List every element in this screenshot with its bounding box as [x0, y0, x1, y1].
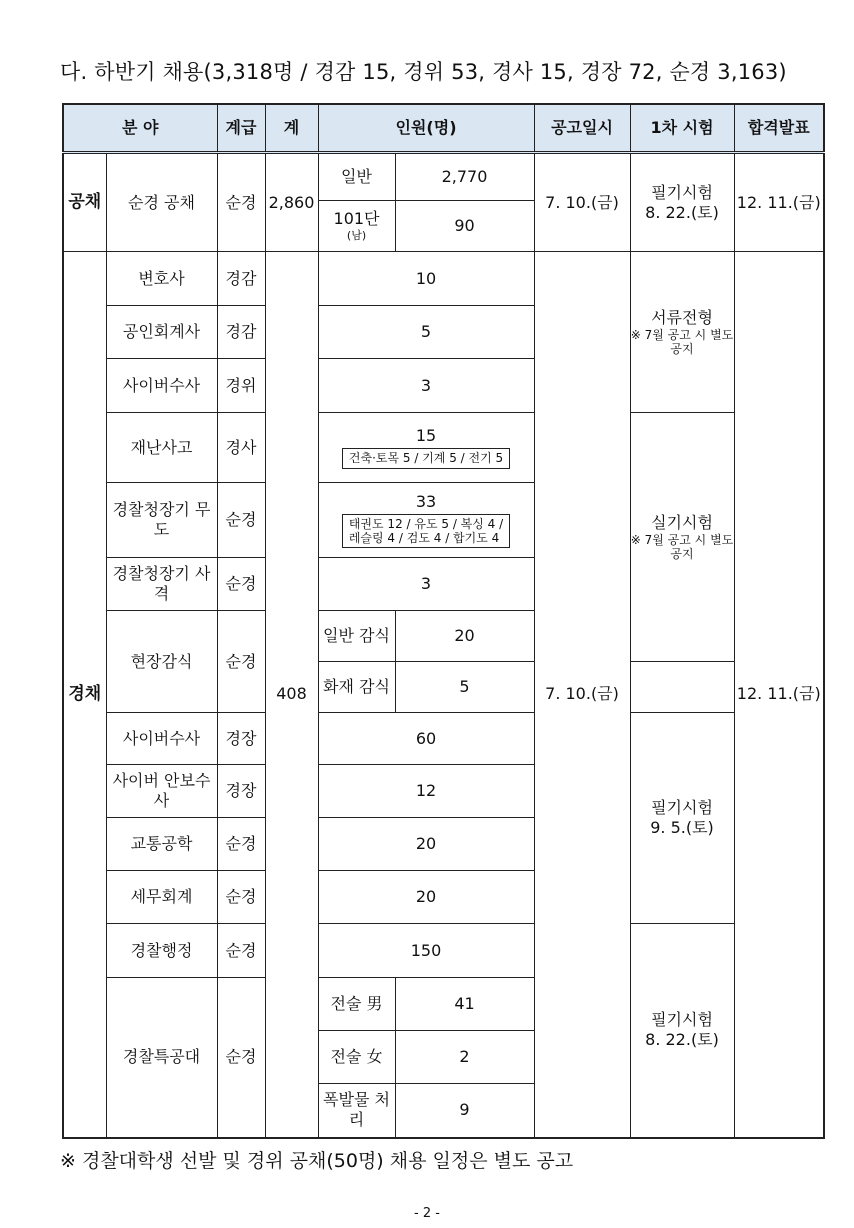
rank-cell: 순경 [217, 153, 265, 252]
count-cell: 3 [318, 359, 534, 413]
announce-cell: 7. 10.(금) [534, 252, 630, 1138]
field-cell: 공인회계사 [106, 306, 217, 359]
exam-cell [630, 252, 734, 413]
detail-line: 레슬링 4 / 검도 4 / 합기도 4 [348, 531, 500, 545]
result-cell: 12. 11.(금) [734, 153, 824, 252]
rank-cell: 경감 [217, 252, 265, 306]
rank-cell: 순경 [217, 871, 265, 924]
exam-cell [630, 153, 734, 252]
table-row [63, 413, 824, 483]
table-row [63, 252, 824, 306]
count-cell: 3 [318, 558, 534, 611]
category-gyeongchae: 경채 [63, 252, 106, 1138]
sub-cell: 화재 감식 [318, 662, 395, 713]
count-cell: 2 [395, 1031, 534, 1084]
field-cell: 사이버수사 [106, 713, 217, 765]
field-cell: 경찰행정 [106, 924, 217, 978]
count-cell: 20 [318, 818, 534, 871]
rank-cell: 경장 [217, 713, 265, 765]
count-cell: 2,770 [395, 153, 534, 201]
exam-note: ※ 7월 공고 시 별도 공지 [630, 532, 734, 561]
count-cell: 12 [318, 765, 534, 818]
count-cell: 5 [318, 306, 534, 359]
exam-title: 실기시험 [651, 512, 713, 532]
count-cell [318, 483, 534, 558]
rank-cell: 순경 [217, 558, 265, 611]
count-cell [318, 413, 534, 483]
sub-cell: 일반 [318, 153, 395, 201]
field-cell: 경찰청장기 무도 [106, 483, 217, 558]
count-value: 15 [415, 426, 437, 446]
page-number: - 2 - [414, 1206, 440, 1221]
count-cell: 5 [395, 662, 534, 713]
count-cell: 10 [318, 252, 534, 306]
recruitment-table [62, 103, 825, 1139]
count-cell: 60 [318, 713, 534, 765]
header-personnel: 인원(명) [318, 104, 534, 153]
rank-cell: 순경 [217, 611, 265, 713]
rank-cell: 경감 [217, 306, 265, 359]
count-cell: 90 [395, 201, 534, 252]
table-header-row [63, 104, 824, 153]
exam-date: 9. 5.(토) [650, 818, 714, 837]
rank-cell: 경장 [217, 765, 265, 818]
exam-date: 8. 22.(토) [645, 202, 719, 222]
sub-label: 101단 [333, 209, 380, 229]
rank-cell: 순경 [217, 483, 265, 558]
rank-cell: 경위 [217, 359, 265, 413]
sub-note: (남) [346, 229, 367, 243]
exam-note: ※ 7월 공고 시 별도 공지 [630, 327, 734, 356]
field-cell: 현장감식 [106, 611, 217, 713]
field-cell: 사이버수사 [106, 359, 217, 413]
table-row [63, 924, 824, 978]
sub-cell: 폭발물 처리 [318, 1084, 395, 1138]
announce-cell: 7. 10.(금) [534, 153, 630, 252]
exam-title: 필기시험 [651, 1010, 713, 1030]
field-cell: 경찰특공대 [106, 978, 217, 1138]
header-field: 분 야 [63, 104, 217, 153]
exam-title: 필기시험 [651, 182, 713, 202]
table-row [63, 153, 824, 201]
count-cell: 41 [395, 978, 534, 1031]
category-gongchae: 공채 [63, 153, 106, 252]
exam-cell [630, 924, 734, 1138]
exam-title: 서류전형 [651, 307, 713, 327]
count-cell: 20 [318, 871, 534, 924]
header-exam1: 1차 시험 [630, 104, 734, 153]
detail-line: 태권도 12 / 유도 5 / 복싱 4 / [348, 516, 504, 531]
field-cell: 순경 공채 [106, 153, 217, 252]
exam-title: 필기시험 [651, 798, 713, 817]
rank-cell: 순경 [217, 818, 265, 871]
field-cell: 교통공학 [106, 818, 217, 871]
sub-cell [318, 201, 395, 252]
sub-cell: 전술 女 [318, 1031, 395, 1084]
header-result: 합격발표 [734, 104, 824, 153]
exam-date: 8. 22.(토) [645, 1030, 719, 1050]
header-announce: 공고일시 [534, 104, 630, 153]
footnote: ※ 경찰대학생 선발 및 경위 공채(50명) 채용 일정은 별도 공고 [60, 1150, 574, 1172]
field-cell: 사이버 안보수사 [106, 765, 217, 818]
count-cell: 9 [395, 1084, 534, 1138]
field-cell: 변호사 [106, 252, 217, 306]
count-cell: 150 [318, 924, 534, 978]
sub-cell: 일반 감식 [318, 611, 395, 662]
field-cell: 경찰청장기 사격 [106, 558, 217, 611]
header-rank: 계급 [217, 104, 265, 153]
result-cell: 12. 11.(금) [734, 252, 824, 1138]
count-value: 33 [415, 491, 437, 511]
exam-cell [630, 713, 734, 924]
header-total: 계 [265, 104, 318, 153]
count-cell: 20 [395, 611, 534, 662]
field-cell: 재난사고 [106, 413, 217, 483]
detail-box [342, 514, 510, 549]
detail-box: 건축·토목 5 / 기계 5 / 전기 5 [342, 448, 510, 468]
exam-cell [630, 413, 734, 662]
total-cell: 2,860 [265, 153, 318, 252]
rank-cell: 경사 [217, 413, 265, 483]
field-cell: 세무회계 [106, 871, 217, 924]
table-row [63, 713, 824, 765]
section-heading: 다. 하반기 채용(3,318명 / 경감 15, 경위 53, 경사 15, 경장 72, 순경 3,163) [60, 60, 787, 84]
rank-cell: 순경 [217, 924, 265, 978]
rank-cell: 순경 [217, 978, 265, 1138]
sub-cell: 전술 男 [318, 978, 395, 1031]
total-cell: 408 [265, 252, 318, 1138]
